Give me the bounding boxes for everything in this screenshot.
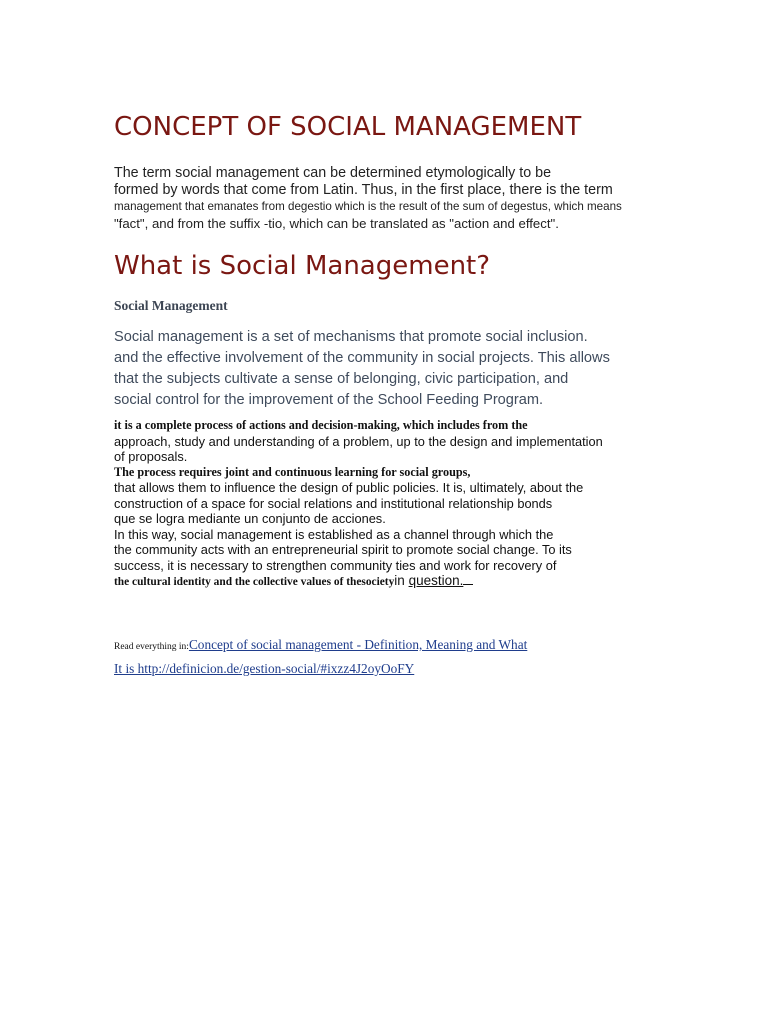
body-line: approach, study and understanding of a problem, up to the design and implementation [114, 433, 603, 449]
body-line: the community acts with an entrepreneurial spirit to promote social change. To its [114, 542, 572, 557]
read-more-line [114, 634, 574, 658]
body-line: that allows them to influence the design of public policies. It is, ultimately, about the [114, 480, 584, 495]
body-line: of proposals. [114, 449, 188, 464]
body-line-bold: The process requires joint and continuous learning for social groups, [114, 464, 471, 479]
read-more-line [114, 658, 574, 679]
body-line: que se logra mediante un conjunto de acciones. [114, 511, 386, 526]
intro-line: "fact", and from the suffix -tio, which can be translated as "action and effect". [114, 216, 559, 231]
underline-blank [463, 574, 473, 585]
source-link-url[interactable]: It is http://definicion.de/gestion-social/#ixzz4J2oyOoFY [114, 661, 415, 676]
read-more-block [114, 634, 574, 679]
intro-line: The term social management can be determined etymologically to be [114, 165, 552, 181]
intro-line: formed by words that come from Latin. Thus, in the first place, there is the term [114, 182, 613, 198]
intro-line: management that emanates from degestio which is the result of the sum of degestus, which means [114, 200, 622, 213]
definition-line: and the effective involvement of the community in social projects. This allows [114, 350, 610, 366]
subheading: Social Management [114, 298, 228, 313]
definition-line: social control for the improvement of the School Feeding Program. [114, 392, 544, 408]
definition-line: Social management is a set of mechanisms that promote social inclusion. [114, 329, 588, 345]
page-title: CONCEPT OF SOCIAL MANAGEMENT [114, 112, 582, 142]
definition-paragraph [114, 327, 654, 411]
definition-line: that the subjects cultivate a sense of belonging, civic participation, and [114, 371, 569, 387]
body-line: construction of a space for social relations and institutional relationship bonds [114, 495, 553, 511]
body-bold-fragment: the cultural identity and the collective values of thesociety [114, 576, 395, 588]
body-line: In this way, social management is established as a channel through which the [114, 526, 554, 542]
body-tail-fragment: in [394, 573, 409, 588]
body-line: success, it is necessary to strengthen community ties and work for recovery of [114, 557, 557, 573]
body-line-final [114, 573, 654, 591]
body-underlined-fragment: question. [408, 573, 464, 588]
body-line-bold: it is a complete process of actions and decision-making, which includes from the [114, 418, 528, 432]
read-more-prefix: Read everything in: [114, 642, 189, 652]
section-heading: What is Social Management? [114, 251, 491, 281]
source-link[interactable]: Concept of social management - Definition, Meaning and What [188, 637, 528, 652]
body-paragraph [114, 418, 654, 591]
intro-paragraph [114, 165, 654, 232]
